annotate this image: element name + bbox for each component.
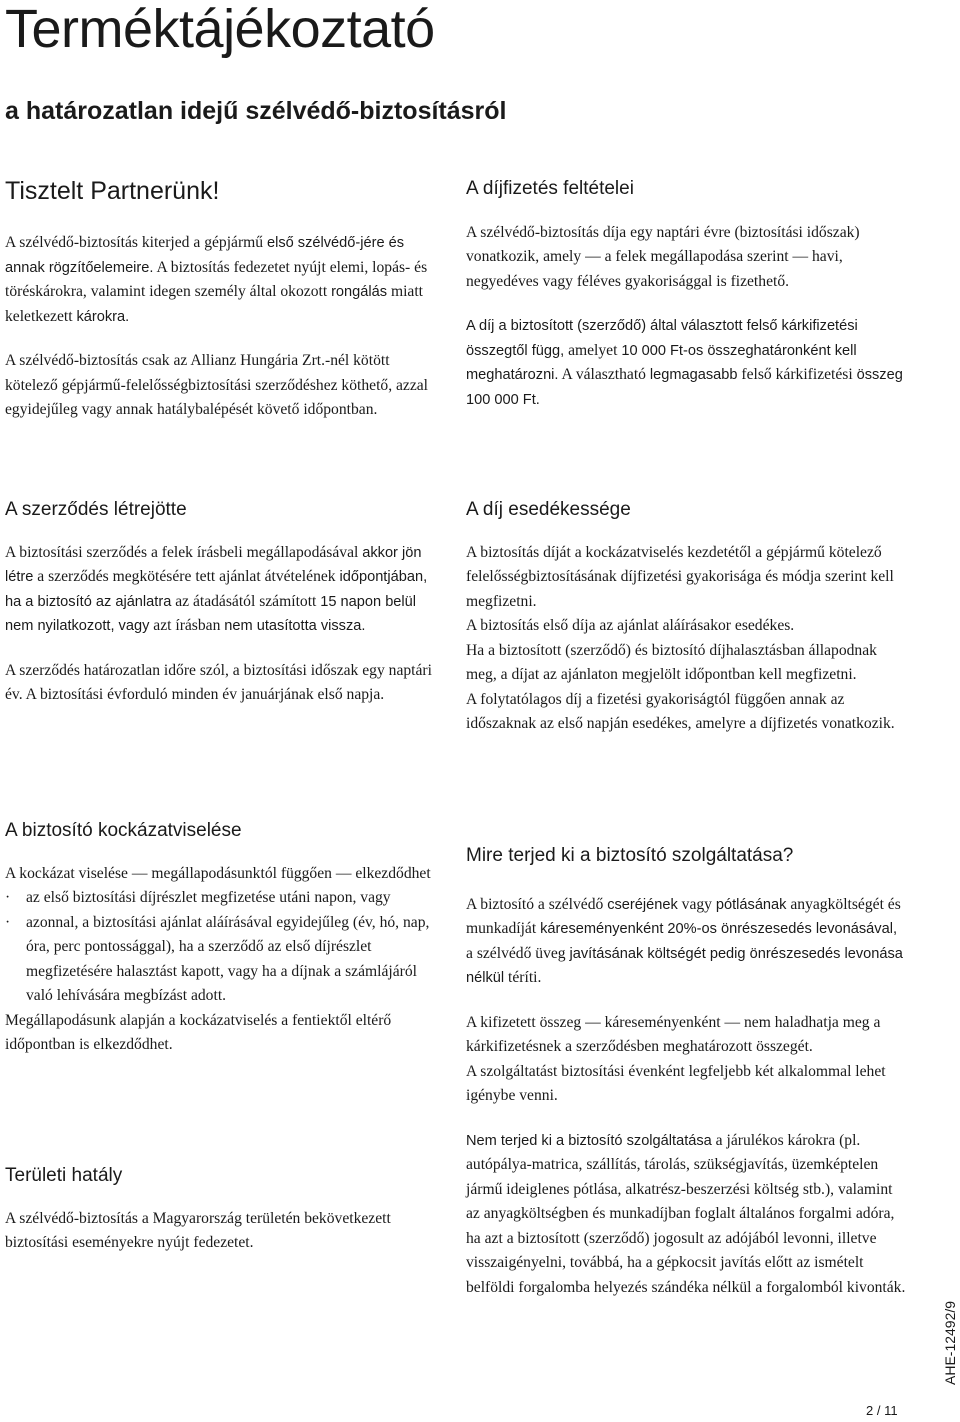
page-title: Terméktájékoztató	[5, 0, 435, 59]
page-subtitle: a határozatlan idejű szélvédő-biztosításról	[5, 97, 507, 125]
contract-paragraph-duration: A szerződés határozatlan időre szól, a biztosítási időszak egy naptári év. A biztosítási évforduló minden év januárjának első napja.	[5, 661, 432, 704]
service-heading: Mire terjed ki a biztosító szolgáltatása?	[466, 845, 794, 866]
emphasis-run: akkor jön létre	[5, 544, 422, 586]
territory-paragraph: A szélvédő-biztosítás a Magyarország területén bekövetkezett biztosítási eseményekre nyújt fedezetet.	[5, 1209, 391, 1252]
risk-intro: A kockázat viselése — megállapodásunktól függően — elkezdődhet	[5, 864, 431, 882]
emphasis-run: nem utasította vissza.	[224, 618, 366, 635]
due-line: A biztosítás díját a kockázatviselés kezdetétől a gépjármű kötelező felelősségbiztosításának díjfizetési gyakorisága és módja szerint kell megfizetni.	[466, 543, 894, 610]
service-section	[466, 845, 906, 1300]
premium-terms-paragraph-amount: A díj a biztosított (szerződő) által választott felső kárkifizetési összegtől függ, amelyet 10 000 Ft-os összeghatáronként kell meghatározni. A választható legmagasabb felső kárkifizetési összeg 100 000 Ft.	[466, 318, 903, 408]
risk-list-item: · az első biztosítási díjrészlet megfizetése utáni napon, vagy	[5, 886, 445, 911]
risk-section	[5, 820, 445, 1058]
intro-paragraph-condition: A szélvédő-biztosítás csak az Allianz Hungária Zrt.-nél kötött kötelező gépjármű-felelősségbiztosítási szerződéshez köthető, azzal egyidejűleg vagy annak hatálybalépését követő időpontban.	[5, 352, 429, 418]
risk-list	[5, 886, 445, 1009]
emphasis-run: legmagasabb	[649, 367, 738, 384]
service-paragraph-coverage: A biztosító a szélvédő cseréjének vagy pótlásának anyagköltségét és munkadíját káreseményenként 20%-os önrészesedés levonásával, a szélvédő üveg javításának költségét pedig önrészesedés levonása nélkül téríti.	[466, 895, 903, 987]
page-number: 2 / 11	[866, 1403, 898, 1418]
service-paragraph-frequency: A szolgáltatást biztosítási évenként legfeljebb két alkalommal lehet igénybe venni.	[466, 1062, 886, 1105]
premium-terms-heading: A díjfizetés feltételei	[466, 178, 634, 199]
risk-heading: A biztosító kockázatviselése	[5, 820, 242, 841]
document-code: AHE-12492/9	[942, 1300, 958, 1385]
greeting-heading: Tisztelt Partnerünk!	[5, 177, 220, 205]
territory-section	[5, 1165, 445, 1256]
due-line: A folytatólagos díj a fizetési gyakoriságtól függően annak az időszaknak az első napján esedékes, amelyre a díjfizetés vonatkozik.	[466, 690, 895, 733]
contract-section	[5, 499, 445, 708]
emphasis-run: rongálás	[331, 284, 388, 300]
intro-paragraph-coverage: A szélvédő-biztosítás kiterjed a gépjármű első szélvédő-jére és annak rögzítőelemeire. A biztosítás fedezetet nyújt elemi, lopás- és töréskárokra, valamint idegen személy által okozott rongálás miatt keletkezett károkra.	[5, 234, 428, 325]
territory-heading: Területi hatály	[5, 1165, 123, 1186]
due-line: Ha a biztosított (szerződő) és biztosító díjhalasztásban állapodnak meg, a díjat az ajánlaton megjelölt időpontban kell megfizetni.	[466, 641, 877, 684]
emphasis-run: pótlásának	[715, 896, 787, 913]
service-paragraph-exclusions: Nem terjed ki a biztosító szolgáltatása a járulékos károkra (pl. autópálya-matrica, szállítás, tárolás, szükségjavítás, üzemképtelen jármű ideiglenes pótlása, alkatrész-beszerzési költség stb.), valamint az anyagköltségben és munkadíjban foglalt általános forgalmi adóra, ha azt a biztosított (szerződő) jogosult az adójából levonni, illetve visszaigényelni, továbbá, ha a gépkocsit javítás előtt az ismételt belföldi forgalomba helyezés szándéka nélkül a forgalomból kivonták.	[466, 1131, 906, 1296]
risk-list-item: · azonnal, a biztosítási ajánlat aláírásával egyidejűleg (év, hó, nap, óra, perc pontossággal), ha a szerződő az első díjrészlet megfizetésére halasztást kapott, vagy ha a díjnak a számlájáról való lehívására megbízást adott.	[5, 911, 445, 1009]
due-heading: A díj esedékessége	[466, 499, 631, 520]
risk-outro: Megállapodásunk alapján a kockázatviselés a fentiektől eltérő időpontban is elkezdődhet.	[5, 1011, 392, 1054]
due-line: A biztosítás első díja az ajánlat aláírásakor esedékes.	[466, 617, 795, 635]
emphasis-run: javításának költségét pedig önrészesedés levonása nélkül	[466, 945, 903, 987]
service-paragraph-limit: A kifizetett összeg — káreseményenként — nem haladhatja meg a kárkifizetésnek a szerződésben meghatározott összegét.	[466, 1013, 881, 1056]
intro-section	[5, 176, 445, 423]
emphasis-run: káreseményenként 20%-os önrészesedés levonásával,	[540, 921, 898, 938]
emphasis-run: 15 napon belül nem nyilatkozott, vagy	[5, 593, 417, 635]
emphasis-run: ha a biztosító az ajánlatra	[5, 593, 172, 610]
premium-terms-paragraph-period: A szélvédő-biztosítás díja egy naptári évre (biztosítási időszak) vonatkozik, amely — a felek megállapodása szerint — havi, negyedéves vagy féléves gyakorisággal is fizethető.	[466, 223, 860, 290]
emphasis-run: cseréjének	[607, 896, 678, 913]
emphasis-run: első szélvédő-	[266, 235, 361, 251]
emphasis-run: A díj a biztosított (szerződő) által választott felső kárkifizetési összegtől függ,	[466, 318, 858, 359]
emphasis-run: károkra.	[76, 308, 130, 325]
emphasis-run: 10 000 Ft-os összeghatáronként kell meghatározni.	[466, 342, 857, 384]
premium-terms-section	[466, 178, 906, 412]
emphasis-run: jére és annak rögzítőelemeire.	[5, 235, 405, 276]
due-section	[466, 499, 906, 737]
contract-paragraph-formation: A biztosítási szerződés a felek írásbeli megállapodásával akkor jön létre a szerződés megkötésére tett ajánlat átvételének időpontjában, ha a biztosító az ajánlatra az átadásától számított 15 napon belül nem nyilatkozott, vagy azt írásban nem utasította vissza.	[5, 543, 428, 635]
emphasis-run: Nem terjed ki a biztosító szolgáltatása	[466, 1132, 712, 1149]
emphasis-run: összeg 100 000 Ft.	[466, 367, 903, 408]
contract-heading: A szerződés létrejötte	[5, 499, 187, 520]
emphasis-run: időpontjában,	[339, 569, 428, 586]
